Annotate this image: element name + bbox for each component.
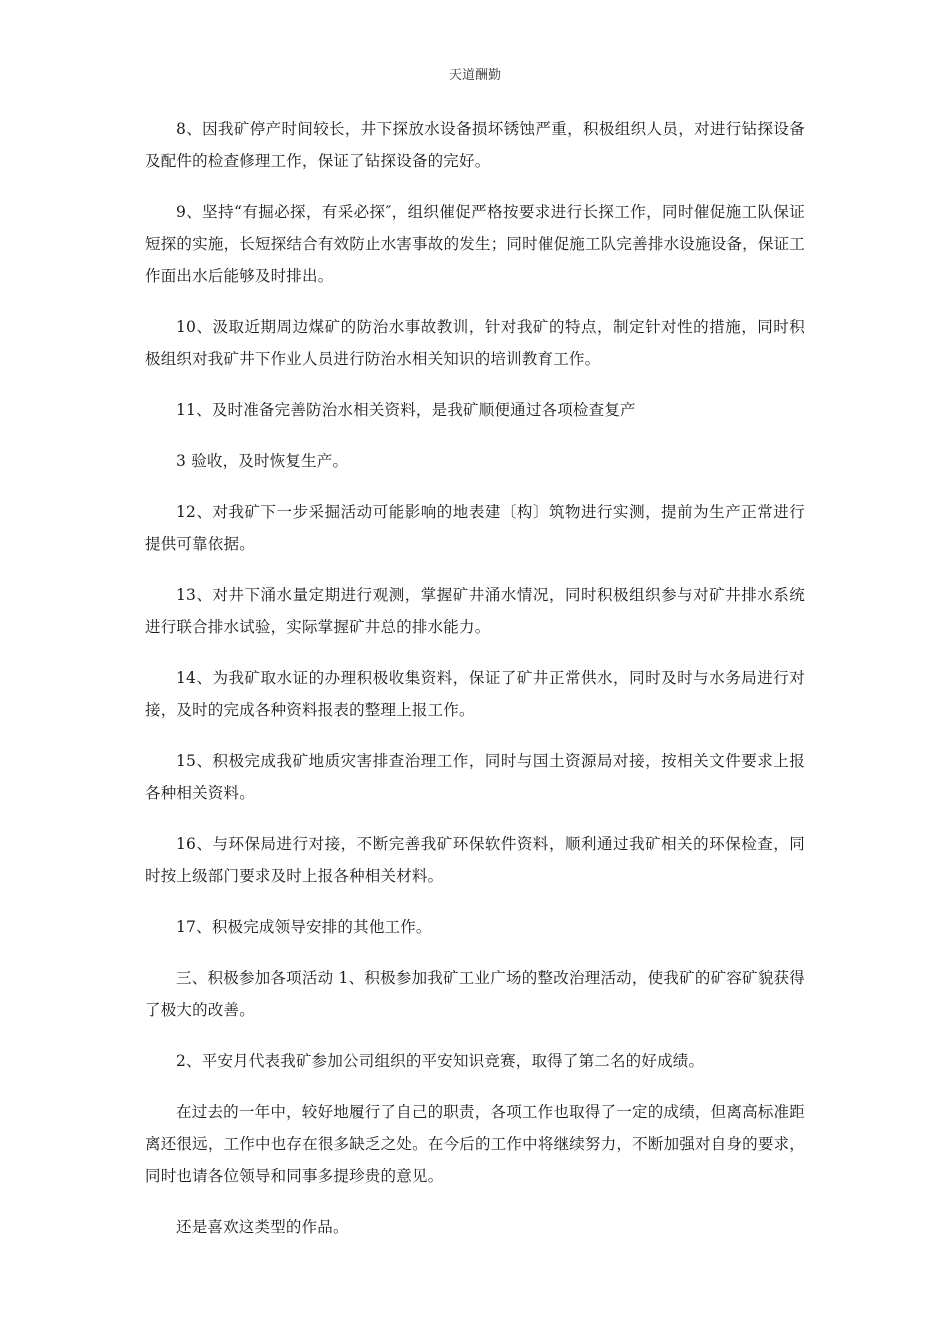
- paragraph-11: 11、及时准备完善防治水相关资料，是我矿顺便通过各项检查复产: [176, 401, 636, 419]
- paragraph-8: 8、因我矿停产时间较长，井下探放水设备损坏锈蚀严重，积极组织人员，对进行钻探设备及配件的检查修理工作，保证了钻探设备的完好。: [145, 120, 805, 170]
- page-header: 天道酬勤: [448, 68, 501, 83]
- paragraph-summary: 在过去的一年中，较好地履行了自己的职责，各项工作也取得了一定的成绩，但离高标准距离还很远，工作中也存在很多缺乏之处。在今后的工作中将继续努力，不断加强对自身的要求，同时也请各位领导和同事多提珍贵的意见。: [145, 1103, 805, 1185]
- paragraph-12: 12、对我矿下一步采掘活动可能影响的地表建〔构〕筑物进行实测，提前为生产正常进行提供可靠依据。: [145, 503, 805, 553]
- paragraph-13: 13、对井下涌水量定期进行观测，掌握矿井涌水情况，同时积极组织参与对矿井排水系统进行联合排水试验，实际掌握矿井总的排水能力。: [145, 586, 805, 636]
- document-body: [145, 113, 805, 1262]
- paragraph-14: 14、为我矿取水证的办理积极收集资料，保证了矿井正常供水，同时及时与水务局进行对接，及时的完成各种资料报表的整理上报工作。: [145, 669, 805, 719]
- paragraph-11-continued: 3 验收，及时恢复生产。: [176, 452, 349, 470]
- paragraph-activities: 三、积极参加各项活动 1、积极参加我矿工业广场的整改治理活动，使我矿的矿容矿貌获得了极大的改善。: [145, 969, 805, 1019]
- paragraph-10: 10、汲取近期周边煤矿的防治水事故教训，针对我矿的特点，制定针对性的措施，同时积极组织对我矿井下作业人员进行防治水相关知识的培训教育工作。: [145, 318, 805, 368]
- paragraph-9: 9、坚持“有掘必探，有采必探″，组织催促严格按要求进行长探工作，同时催促施工队保证短探的实施，长短探结合有效防止水害事故的发生；同时催促施工队完善排水设施设备，保证工作面出水后能够及时排出。: [145, 203, 805, 285]
- paragraph-15: 15、积极完成我矿地质灾害排查治理工作，同时与国土资源局对接，按相关文件要求上报各种相关资料。: [145, 752, 805, 802]
- paragraph-16: 16、与环保局进行对接，不断完善我矿环保软件资料，顺利通过我矿相关的环保检查，同时按上级部门要求及时上报各种相关材料。: [145, 835, 805, 885]
- paragraph-17: 17、积极完成领导安排的其他工作。: [176, 918, 432, 936]
- paragraph-safety-month: 2、平安月代表我矿参加公司组织的平安知识竞赛，取得了第二名的好成绩。: [176, 1052, 705, 1070]
- paragraph-closing: 还是喜欢这类型的作品。: [176, 1218, 349, 1236]
